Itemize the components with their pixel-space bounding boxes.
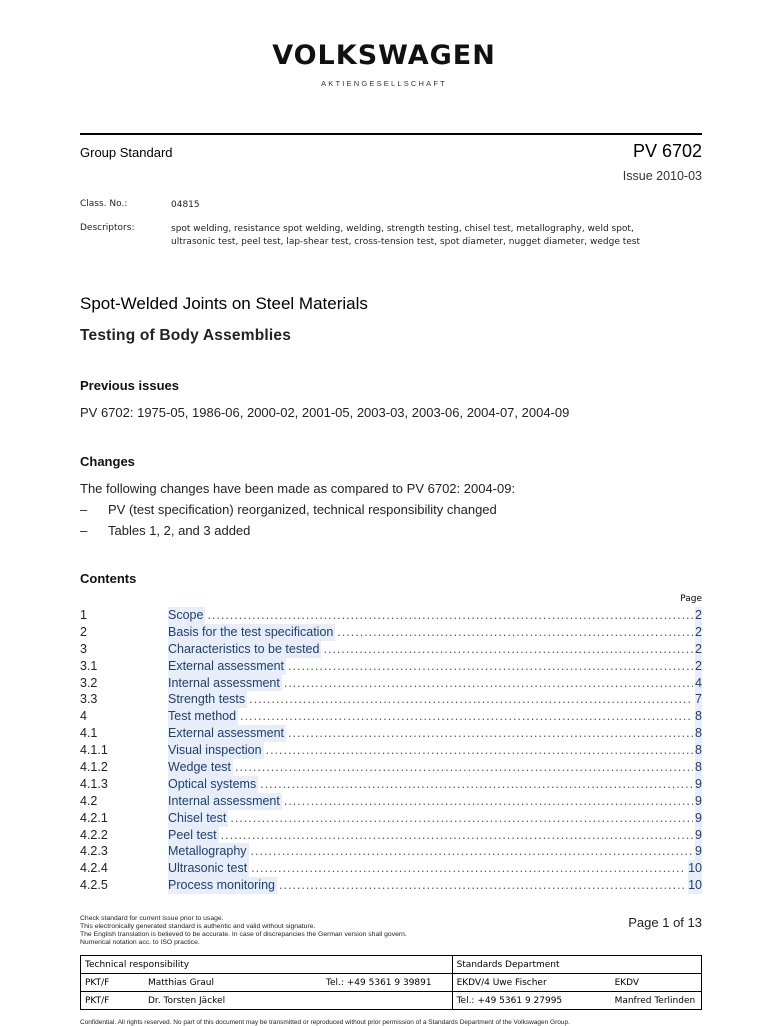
descriptors-line: ultrasonic test, peel test, lap-shear test, cross-tension test, spot diameter, nugget diameter, wedge test	[171, 236, 641, 247]
class-value: 04815	[171, 200, 200, 210]
doc-type: Group Standard	[80, 145, 173, 160]
toc-number: 3.1	[80, 658, 98, 673]
toc-number: 4.2.5	[80, 878, 108, 893]
toc-number: 4.1.1	[80, 743, 108, 758]
doc-id: PV 6702	[632, 141, 702, 161]
toc-page-number[interactable]: 9	[695, 827, 702, 842]
toc-link[interactable]	[168, 827, 702, 844]
fine-print-line: The English translation is believed to be accurate. In case of discrepancies the German version shall govern.	[80, 931, 407, 938]
toc-leader-dots	[284, 675, 693, 692]
toc-title[interactable]: External assessment	[168, 658, 285, 673]
name-cell: Matthias Graul	[144, 974, 322, 992]
contents-page-label: Page	[680, 594, 702, 604]
toc-title[interactable]: Characteristics to be tested	[168, 641, 320, 656]
class-label: Class. No.:	[80, 199, 128, 209]
toc-number: 4.2.2	[80, 827, 108, 842]
toc-link[interactable]	[168, 624, 702, 641]
toc-title[interactable]: Test method	[168, 709, 237, 724]
previous-issues-text: PV 6702: 1975-05, 1986-06, 2000-02, 2001-05, 2003-03, 2003-06, 2004-07, 2004-09	[80, 405, 570, 420]
toc-page-number[interactable]: 4	[695, 675, 702, 690]
std-cell: Manfred Terlinden	[611, 992, 702, 1010]
toc-leader-dots	[221, 827, 693, 844]
toc-link[interactable]	[168, 877, 702, 894]
toc-entry[interactable]	[80, 725, 702, 742]
fine-print-line: This electronically generated standard is authentic and valid without signature.	[80, 923, 316, 930]
toc-link[interactable]	[168, 742, 702, 759]
toc-page-number[interactable]: 2	[695, 641, 702, 656]
fine-print-line: Numerical notation acc. to ISO practice.	[80, 939, 200, 946]
toc-entry[interactable]	[80, 759, 702, 776]
name-cell: Dr. Torsten Jäckel	[144, 992, 322, 1010]
toc-entry[interactable]	[80, 742, 702, 759]
toc-link[interactable]	[168, 725, 702, 742]
toc-page-number[interactable]: 8	[695, 743, 702, 758]
toc-number: 4.2.1	[80, 810, 108, 825]
toc-title[interactable]: Internal assessment	[168, 675, 280, 690]
toc-title[interactable]: Process monitoring	[168, 878, 275, 893]
tech-resp-label: Technical responsibility	[81, 956, 453, 974]
toc-title[interactable]: Peel test	[168, 827, 217, 842]
toc-page-number[interactable]: 10	[688, 861, 702, 876]
toc-number: 2	[80, 624, 87, 639]
confidential-notice: Confidential. All rights reserved. No part of this document may be transmitted or reproduced without prior permission of a Standards Department of the Volkswagen Group.	[80, 1019, 570, 1026]
toc-title[interactable]: Visual inspection	[168, 743, 262, 758]
toc-entry[interactable]	[80, 675, 702, 692]
toc-number: 3	[80, 641, 87, 656]
toc-page-number[interactable]: 10	[688, 878, 702, 893]
toc-entry[interactable]	[80, 843, 702, 860]
document-title: Spot-Welded Joints on Steel Materials	[80, 294, 368, 313]
changes-heading: Changes	[80, 454, 135, 469]
tel-cell: Tel.: +49 5361 9 39891	[322, 974, 452, 992]
brand-logo: VOLKSWAGEN	[272, 40, 496, 71]
dept-cell: PKT/F	[81, 992, 145, 1010]
toc-link[interactable]	[168, 708, 702, 725]
toc-page-number[interactable]: 8	[695, 709, 702, 724]
toc-title[interactable]: Scope	[168, 608, 204, 622]
toc-leader-dots	[288, 725, 693, 742]
document-subtitle: Testing of Body Assemblies	[80, 327, 292, 344]
contents-heading: Contents	[80, 571, 137, 586]
toc-entry[interactable]	[80, 827, 702, 844]
dept-cell: PKT/F	[81, 974, 145, 992]
toc-link[interactable]	[168, 675, 702, 692]
brand-subtitle: AKTIENGESELLSCHAFT	[321, 79, 447, 88]
header-rule	[80, 133, 702, 135]
std-cell: Tel.: +49 5361 9 27995	[452, 992, 611, 1010]
toc-entry[interactable]	[80, 860, 702, 877]
toc-leader-dots	[230, 810, 693, 827]
toc-entry[interactable]	[80, 624, 702, 641]
toc-number: 3.3	[80, 692, 98, 707]
toc-leader-dots	[323, 641, 693, 658]
toc-page-number[interactable]: 8	[695, 760, 702, 775]
previous-issues-heading: Previous issues	[80, 378, 179, 393]
toc-title[interactable]: Ultrasonic test	[168, 861, 248, 876]
toc-entry[interactable]	[80, 708, 702, 725]
toc-number: 4.2.4	[80, 861, 108, 876]
toc-link[interactable]	[168, 691, 702, 708]
toc-number: 4.2	[80, 793, 98, 808]
toc-entry[interactable]	[80, 776, 702, 793]
toc-title[interactable]: Chisel test	[168, 810, 227, 825]
toc-page-number[interactable]: 9	[695, 844, 702, 859]
toc-leader-dots	[288, 658, 693, 675]
toc-number: 4.1.3	[80, 776, 108, 791]
toc-number: 3.2	[80, 675, 98, 690]
descriptors-line: spot welding, resistance spot welding, welding, strength testing, chisel test, metallography, weld spot,	[171, 224, 634, 234]
descriptors-value	[171, 223, 691, 248]
changes-item-text: Tables 1, 2, and 3 added	[108, 523, 251, 538]
table-of-contents	[80, 607, 702, 894]
table-row	[81, 974, 702, 992]
toc-title[interactable]: Metallography	[168, 844, 247, 859]
toc-leader-dots	[279, 877, 686, 894]
toc-page-number[interactable]: 9	[695, 810, 702, 825]
changes-intro: The following changes have been made as compared to PV 6702: 2004-09:	[80, 481, 516, 496]
toc-link[interactable]	[168, 759, 702, 776]
fine-print	[80, 915, 407, 947]
toc-link[interactable]	[168, 793, 702, 810]
toc-leader-dots	[260, 776, 693, 793]
toc-number: 1	[80, 608, 87, 622]
toc-leader-dots	[251, 860, 686, 877]
toc-entry[interactable]	[80, 877, 702, 894]
toc-title[interactable]: External assessment	[168, 726, 285, 741]
changes-item	[80, 502, 497, 517]
toc-leader-dots	[235, 759, 693, 776]
toc-entry[interactable]	[80, 641, 702, 658]
toc-leader-dots	[207, 607, 693, 624]
std-cell: EKDV/4 Uwe Fischer	[452, 974, 611, 992]
toc-leader-dots	[249, 691, 693, 708]
toc-number: 4	[80, 709, 87, 724]
changes-item-text: PV (test specification) reorganized, technical responsibility changed	[108, 502, 497, 517]
changes-item	[80, 523, 250, 538]
toc-entry[interactable]	[80, 607, 702, 624]
toc-page-number[interactable]: 7	[695, 692, 702, 707]
toc-link[interactable]	[168, 607, 702, 624]
toc-title[interactable]: Optical systems	[168, 776, 257, 791]
toc-entry[interactable]	[80, 810, 702, 827]
tel-cell	[322, 992, 452, 1010]
toc-page-number[interactable]: 8	[695, 726, 702, 741]
toc-page-number[interactable]: 2	[695, 624, 702, 639]
toc-page-number[interactable]: 9	[695, 793, 702, 808]
toc-title[interactable]: Strength tests	[168, 692, 246, 707]
toc-page-number[interactable]: 2	[695, 658, 702, 673]
dash-bullet: –	[80, 502, 88, 517]
toc-page-number[interactable]: 2	[695, 608, 702, 622]
std-cell: EKDV	[611, 974, 702, 992]
toc-leader-dots	[251, 843, 694, 860]
std-dept-label: Standards Department	[452, 956, 701, 974]
responsibility-table	[80, 955, 702, 1010]
descriptors-label: Descriptors:	[80, 223, 135, 233]
toc-link[interactable]	[168, 810, 702, 827]
toc-entry[interactable]	[80, 691, 702, 708]
toc-leader-dots	[337, 624, 693, 641]
toc-leader-dots	[284, 793, 693, 810]
toc-number: 4.2.3	[80, 844, 108, 859]
toc-link[interactable]	[168, 776, 702, 793]
toc-title[interactable]: Basis for the test specification	[168, 624, 334, 639]
toc-title[interactable]: Wedge test	[168, 760, 232, 775]
toc-number: 4.1.2	[80, 760, 108, 775]
toc-link[interactable]	[168, 658, 702, 675]
toc-leader-dots	[240, 708, 693, 725]
toc-link[interactable]	[168, 860, 702, 877]
page-indicator: Page 1 of 13	[628, 915, 702, 930]
toc-number: 4.1	[80, 726, 98, 741]
issue-date: Issue 2010-03	[622, 169, 702, 183]
dash-bullet: –	[80, 523, 88, 538]
fine-print-line: Check standard for current issue prior to usage.	[80, 915, 224, 922]
toc-entry[interactable]	[80, 793, 702, 810]
toc-link[interactable]	[168, 641, 702, 658]
toc-link[interactable]	[168, 843, 702, 860]
toc-entry[interactable]	[80, 658, 702, 675]
toc-title[interactable]: Internal assessment	[168, 793, 280, 808]
table-row	[81, 992, 702, 1010]
toc-leader-dots	[266, 742, 693, 759]
toc-page-number[interactable]: 9	[695, 776, 702, 791]
